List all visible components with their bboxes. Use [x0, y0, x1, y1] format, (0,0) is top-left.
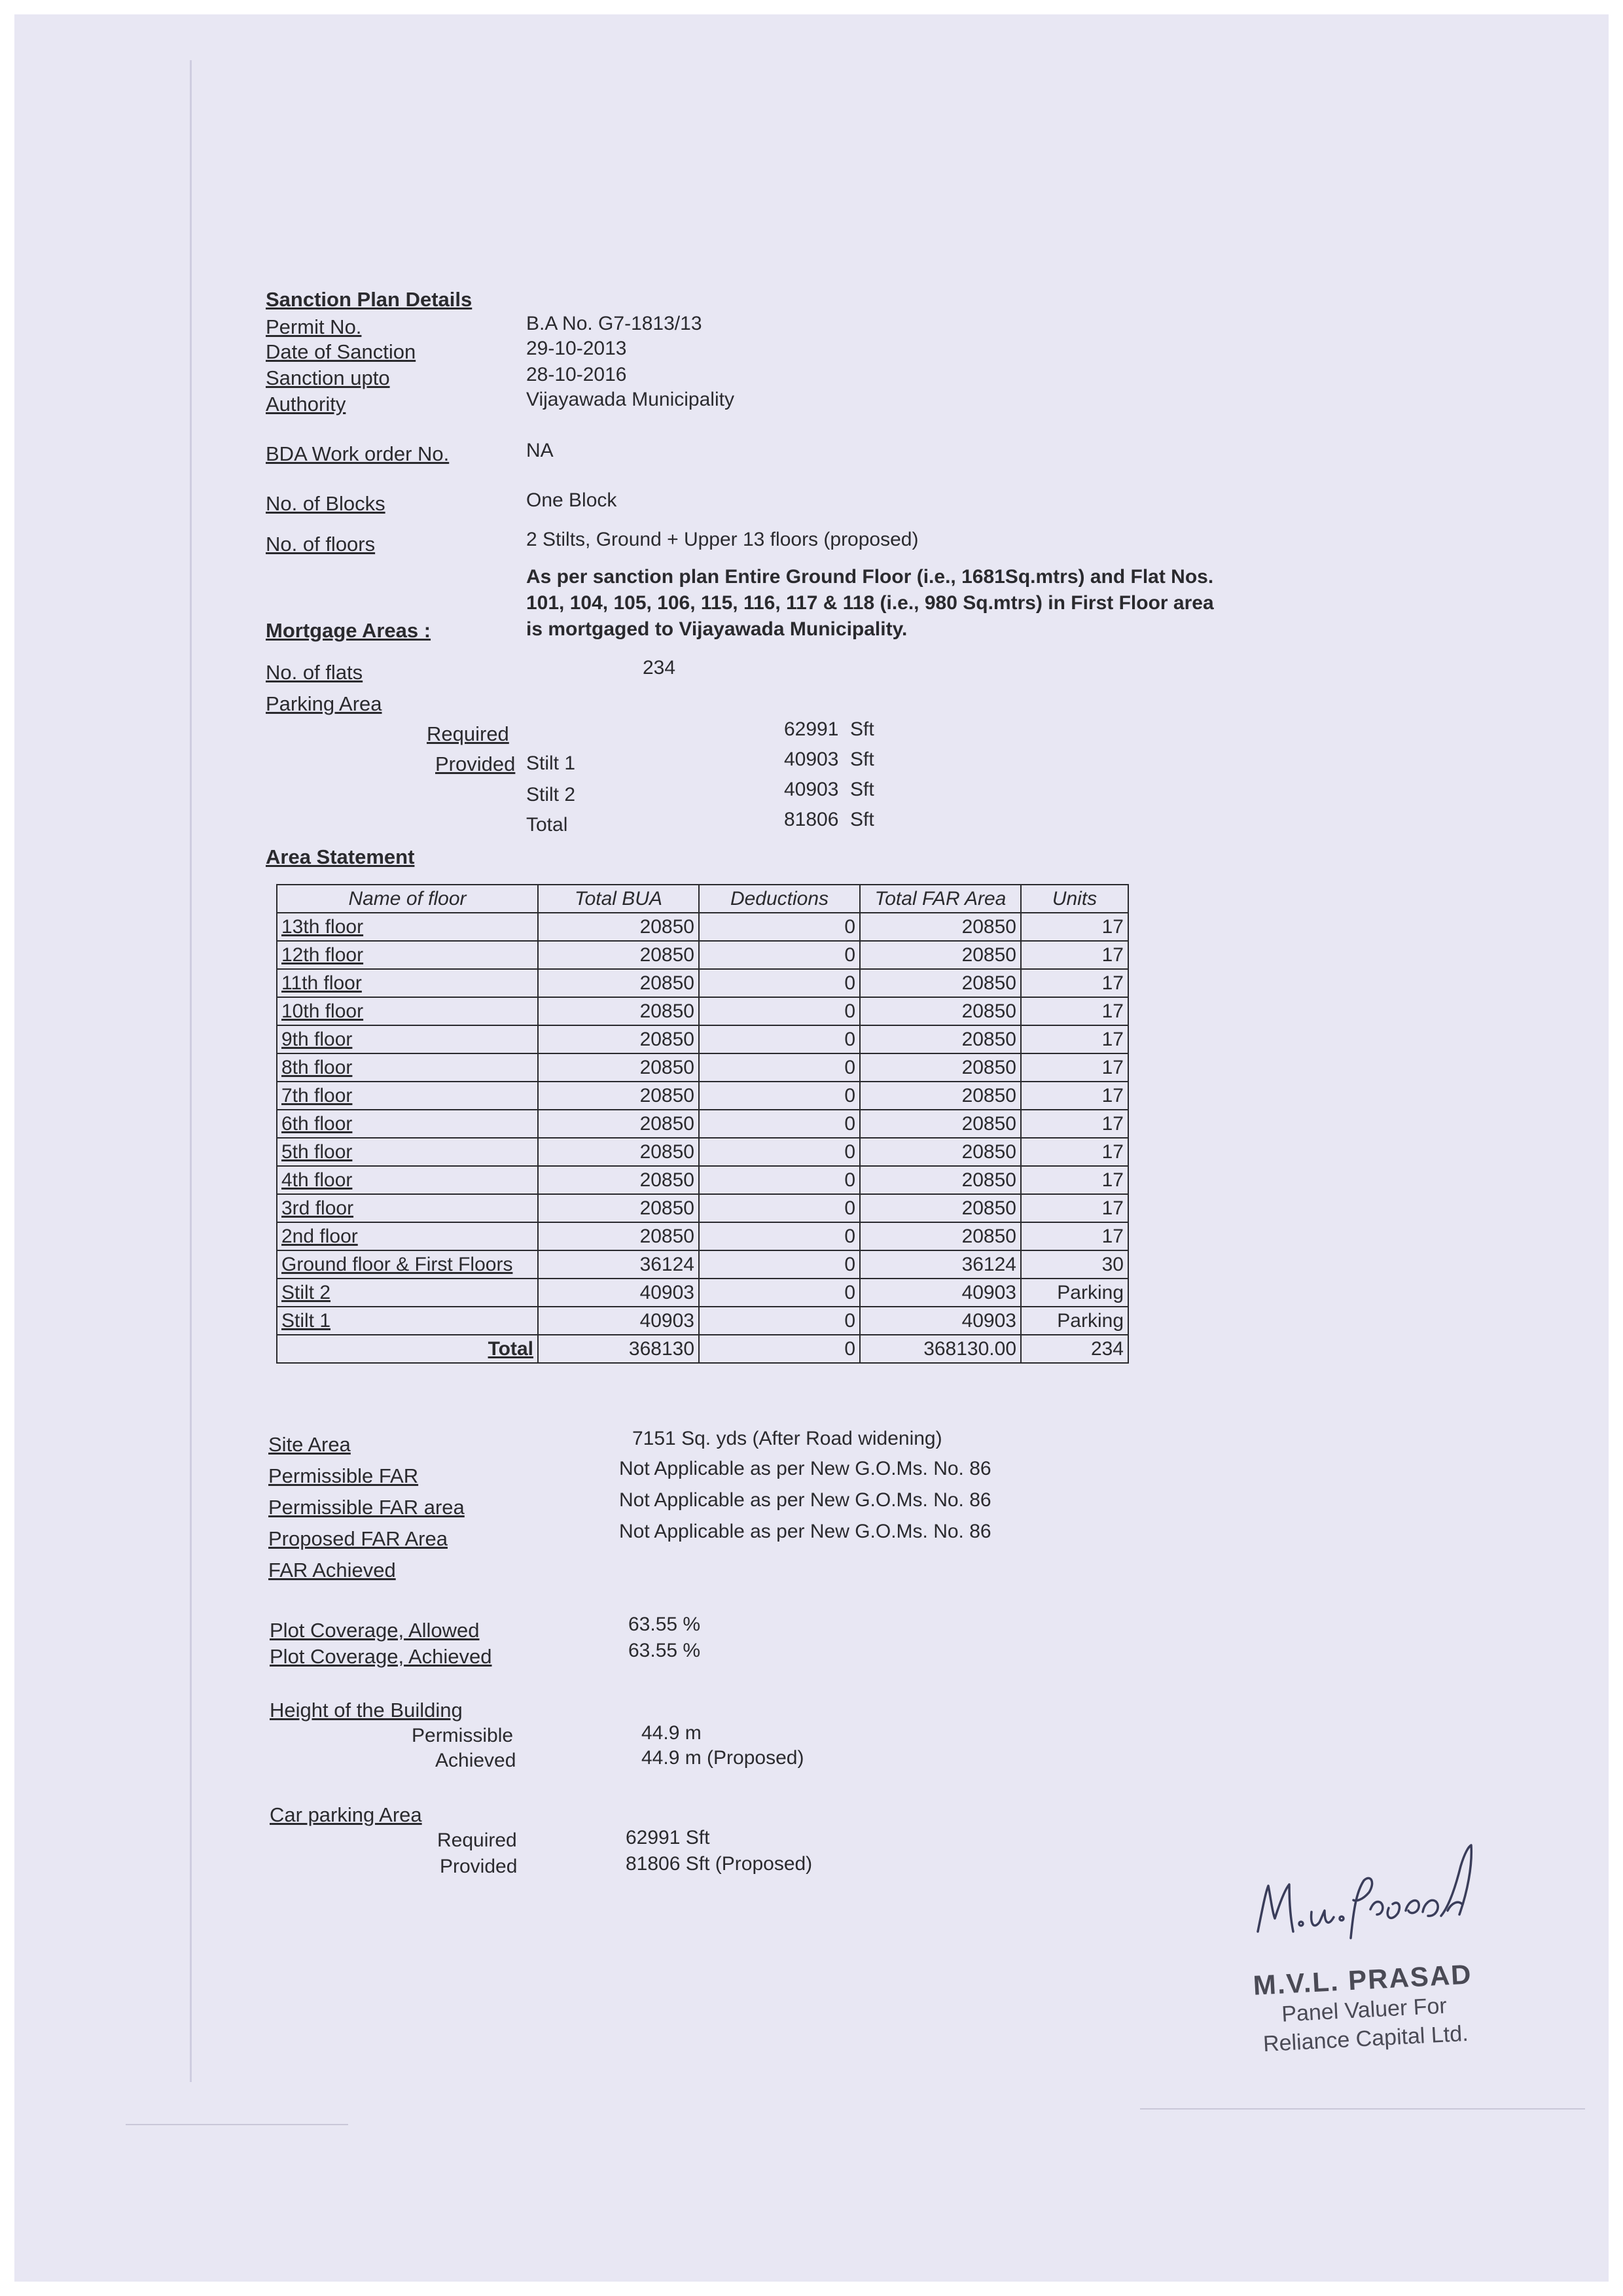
- units-cell: 17: [1021, 1053, 1128, 1082]
- table-row: [277, 1194, 1128, 1222]
- permit-label: Permit No.: [266, 315, 362, 338]
- permissible-far-value: Not Applicable as per New G.O.Ms. No. 86: [619, 1458, 991, 1479]
- total-bua-cell: 40903: [538, 1307, 699, 1335]
- floor-name-cell: 2nd floor: [277, 1222, 538, 1250]
- car-parking-required-value: 62991 Sft: [626, 1827, 710, 1848]
- parking-total-label: Total: [526, 814, 568, 836]
- table-row: [277, 1053, 1128, 1082]
- coverage-achieved-value: 63.55 %: [628, 1640, 701, 1661]
- deductions-cell: 0: [699, 1053, 860, 1082]
- total-bua-cell: 20850: [538, 913, 699, 941]
- permissible-far-area-value: Not Applicable as per New G.O.Ms. No. 86: [619, 1489, 991, 1511]
- total-bua-cell: 20850: [538, 1110, 699, 1138]
- total-bua-cell: 20850: [538, 1222, 699, 1250]
- total-bua-cell: 40903: [538, 1279, 699, 1307]
- deductions-cell: 0: [699, 1307, 860, 1335]
- mortgage-label: Mortgage Areas :: [266, 619, 431, 642]
- units-cell: 17: [1021, 1194, 1128, 1222]
- total-bua-cell: 20850: [538, 1053, 699, 1082]
- date-label: Date of Sanction: [266, 340, 416, 363]
- units-cell: 17: [1021, 913, 1128, 941]
- date-value: 29-10-2013: [526, 338, 627, 359]
- site-area-label: Site Area: [268, 1433, 351, 1456]
- handwritten-signature: [1251, 1827, 1500, 1958]
- proposed-far-area-label: Proposed FAR Area: [268, 1527, 448, 1550]
- floor-name-cell: 8th floor: [277, 1053, 538, 1082]
- deductions-cell: 0: [699, 997, 860, 1025]
- units-cell: 17: [1021, 1110, 1128, 1138]
- parking-provided-label: Provided: [435, 752, 516, 775]
- total-bua-cell: 20850: [538, 941, 699, 969]
- proposed-far-area-value: Not Applicable as per New G.O.Ms. No. 86: [619, 1521, 991, 1542]
- table-row: [277, 1110, 1128, 1138]
- total-far-area-cell: 40903: [860, 1307, 1021, 1335]
- floor-name-cell: 10th floor: [277, 997, 538, 1025]
- upto-label: Sanction upto: [266, 366, 390, 389]
- total-far-area-cell: 20850: [860, 1082, 1021, 1110]
- units-cell: 17: [1021, 1166, 1128, 1194]
- deductions-cell: 0: [699, 1222, 860, 1250]
- stamp-name: M.V.L. PRASAD: [1252, 1958, 1473, 2001]
- floor-name-cell: 9th floor: [277, 1025, 538, 1053]
- car-parking-heading: Car parking Area: [270, 1803, 422, 1826]
- mortgage-line: As per sanction plan Entire Ground Floor (i.e., 1681Sq.mtrs) and Flat Nos.: [526, 566, 1214, 588]
- floor-name-cell: 4th floor: [277, 1166, 538, 1194]
- total-far-area-cell: 20850: [860, 1053, 1021, 1082]
- scan-edge-line: [126, 2124, 348, 2125]
- units-cell: 17: [1021, 1025, 1128, 1053]
- units-cell: 17: [1021, 997, 1128, 1025]
- stilt2-value: 40903: [784, 779, 839, 800]
- unit-label: Sft: [850, 779, 874, 800]
- total-label: Total: [277, 1335, 538, 1363]
- total-far-area-cell: 20850: [860, 1110, 1021, 1138]
- table-total-row: [277, 1335, 1128, 1363]
- column-header: Name of floor: [277, 885, 538, 913]
- units-cell: 17: [1021, 941, 1128, 969]
- table-row: [277, 997, 1128, 1025]
- total-far-area: 368130.00: [860, 1335, 1021, 1363]
- floors-label: No. of floors: [266, 533, 376, 556]
- area-statement-heading: Area Statement: [266, 845, 415, 868]
- sanction-heading: Sanction Plan Details: [266, 288, 473, 311]
- total-far-area-cell: 20850: [860, 997, 1021, 1025]
- table-row: [277, 1166, 1128, 1194]
- total-deductions: 0: [699, 1335, 860, 1363]
- table-row: [277, 1082, 1128, 1110]
- table-row: [277, 1307, 1128, 1335]
- total-bua-cell: 20850: [538, 1082, 699, 1110]
- floor-name-cell: 6th floor: [277, 1110, 538, 1138]
- floors-value: 2 Stilts, Ground + Upper 13 floors (proposed): [526, 529, 919, 550]
- bda-label: BDA Work order No.: [266, 442, 450, 465]
- flats-value: 234: [643, 657, 676, 679]
- flats-label: No. of flats: [266, 661, 363, 684]
- car-parking-required-label: Required: [437, 1829, 517, 1851]
- permissible-far-label: Permissible FAR: [268, 1464, 419, 1487]
- total-far-area-cell: 20850: [860, 1194, 1021, 1222]
- deductions-cell: 0: [699, 1279, 860, 1307]
- deductions-cell: 0: [699, 1138, 860, 1166]
- deductions-cell: 0: [699, 913, 860, 941]
- total-far-area-cell: 20850: [860, 1025, 1021, 1053]
- floor-name-cell: Ground floor & First Floors: [277, 1250, 538, 1279]
- table-row: [277, 969, 1128, 997]
- stilt1-label: Stilt 1: [526, 752, 576, 774]
- column-header: Total BUA: [538, 885, 699, 913]
- total-far-area-cell: 20850: [860, 941, 1021, 969]
- floor-name-cell: Stilt 2: [277, 1279, 538, 1307]
- total-bua-cell: 20850: [538, 1025, 699, 1053]
- bda-value: NA: [526, 440, 554, 461]
- deductions-cell: 0: [699, 941, 860, 969]
- floor-name-cell: Stilt 1: [277, 1307, 538, 1335]
- total-far-area-cell: 20850: [860, 969, 1021, 997]
- unit-label: Sft: [850, 749, 874, 770]
- deductions-cell: 0: [699, 1250, 860, 1279]
- total-far-area-cell: 40903: [860, 1279, 1021, 1307]
- parking-required-label: Required: [427, 722, 509, 745]
- total-bua-cell: 36124: [538, 1250, 699, 1279]
- deductions-cell: 0: [699, 1082, 860, 1110]
- coverage-allowed-value: 63.55 %: [628, 1614, 701, 1635]
- margin-shadow: [190, 60, 192, 2082]
- column-header: Units: [1021, 885, 1128, 913]
- authority-label: Authority: [266, 393, 346, 415]
- units-cell: Parking: [1021, 1279, 1128, 1307]
- units-cell: 30: [1021, 1250, 1128, 1279]
- table-row: [277, 941, 1128, 969]
- authority-value: Vijayawada Municipality: [526, 389, 734, 410]
- stilt1-value: 40903: [784, 749, 839, 770]
- car-parking-provided-label: Provided: [440, 1856, 518, 1877]
- units-cell: 17: [1021, 1082, 1128, 1110]
- deductions-cell: 0: [699, 1194, 860, 1222]
- total-bua: 368130: [538, 1335, 699, 1363]
- coverage-allowed-label: Plot Coverage, Allowed: [270, 1619, 480, 1642]
- height-heading: Height of the Building: [270, 1699, 463, 1722]
- height-achieved-label: Achieved: [435, 1750, 516, 1771]
- far-achieved-label: FAR Achieved: [268, 1559, 396, 1581]
- deductions-cell: 0: [699, 1110, 860, 1138]
- scan-edge-line: [1140, 2108, 1585, 2110]
- stamp-line: Reliance Capital Ltd.: [1262, 2021, 1469, 2057]
- unit-label: Sft: [850, 718, 874, 740]
- total-units: 234: [1021, 1335, 1128, 1363]
- total-bua-cell: 20850: [538, 1138, 699, 1166]
- upto-value: 28-10-2016: [526, 364, 627, 385]
- height-permissible-label: Permissible: [412, 1725, 514, 1746]
- permissible-far-area-label: Permissible FAR area: [268, 1496, 465, 1519]
- total-bua-cell: 20850: [538, 997, 699, 1025]
- floor-name-cell: 3rd floor: [277, 1194, 538, 1222]
- total-far-area-cell: 20850: [860, 1166, 1021, 1194]
- document-page: [14, 14, 1609, 2282]
- units-cell: 17: [1021, 969, 1128, 997]
- units-cell: Parking: [1021, 1307, 1128, 1335]
- area-statement-table: [276, 884, 1129, 1364]
- table-row: [277, 1138, 1128, 1166]
- total-bua-cell: 20850: [538, 1166, 699, 1194]
- mortgage-line: 101, 104, 105, 106, 115, 116, 117 & 118 (i.e., 980 Sq.mtrs) in First Floor area: [526, 592, 1214, 614]
- column-header: Total FAR Area: [860, 885, 1021, 913]
- floor-name-cell: 13th floor: [277, 913, 538, 941]
- car-parking-provided-value: 81806 Sft (Proposed): [626, 1853, 813, 1875]
- stilt2-label: Stilt 2: [526, 784, 576, 805]
- stamp-line: Panel Valuer For: [1281, 1993, 1448, 2027]
- table-row: [277, 1279, 1128, 1307]
- deductions-cell: 0: [699, 1025, 860, 1053]
- total-far-area-cell: 36124: [860, 1250, 1021, 1279]
- unit-label: Sft: [850, 809, 874, 830]
- table-row: [277, 1250, 1128, 1279]
- parking-required-value: 62991: [784, 718, 839, 740]
- permit-value: B.A No. G7-1813/13: [526, 313, 702, 334]
- blocks-value: One Block: [526, 489, 617, 511]
- parking-total-value: 81806: [784, 809, 839, 830]
- coverage-achieved-label: Plot Coverage, Achieved: [270, 1645, 492, 1668]
- valuer-stamp: [1253, 1958, 1476, 2058]
- units-cell: 17: [1021, 1138, 1128, 1166]
- total-bua-cell: 20850: [538, 969, 699, 997]
- deductions-cell: 0: [699, 969, 860, 997]
- table-header-row: [277, 885, 1128, 913]
- height-permissible-value: 44.9 m: [641, 1722, 702, 1744]
- height-achieved-value: 44.9 m (Proposed): [641, 1747, 804, 1769]
- total-bua-cell: 20850: [538, 1194, 699, 1222]
- units-cell: 17: [1021, 1222, 1128, 1250]
- floor-name-cell: 7th floor: [277, 1082, 538, 1110]
- table-row: [277, 1025, 1128, 1053]
- mortgage-description: [526, 564, 1573, 643]
- floor-name-cell: 5th floor: [277, 1138, 538, 1166]
- column-header: Deductions: [699, 885, 860, 913]
- table-row: [277, 913, 1128, 941]
- site-area-value: 7151 Sq. yds (After Road widening): [632, 1428, 942, 1449]
- floor-name-cell: 11th floor: [277, 969, 538, 997]
- blocks-label: No. of Blocks: [266, 492, 385, 515]
- table-row: [277, 1222, 1128, 1250]
- total-far-area-cell: 20850: [860, 1222, 1021, 1250]
- floor-name-cell: 12th floor: [277, 941, 538, 969]
- total-far-area-cell: 20850: [860, 1138, 1021, 1166]
- deductions-cell: 0: [699, 1166, 860, 1194]
- total-far-area-cell: 20850: [860, 913, 1021, 941]
- mortgage-line: is mortgaged to Vijayawada Municipality.: [526, 618, 908, 640]
- parking-heading: Parking Area: [266, 692, 382, 715]
